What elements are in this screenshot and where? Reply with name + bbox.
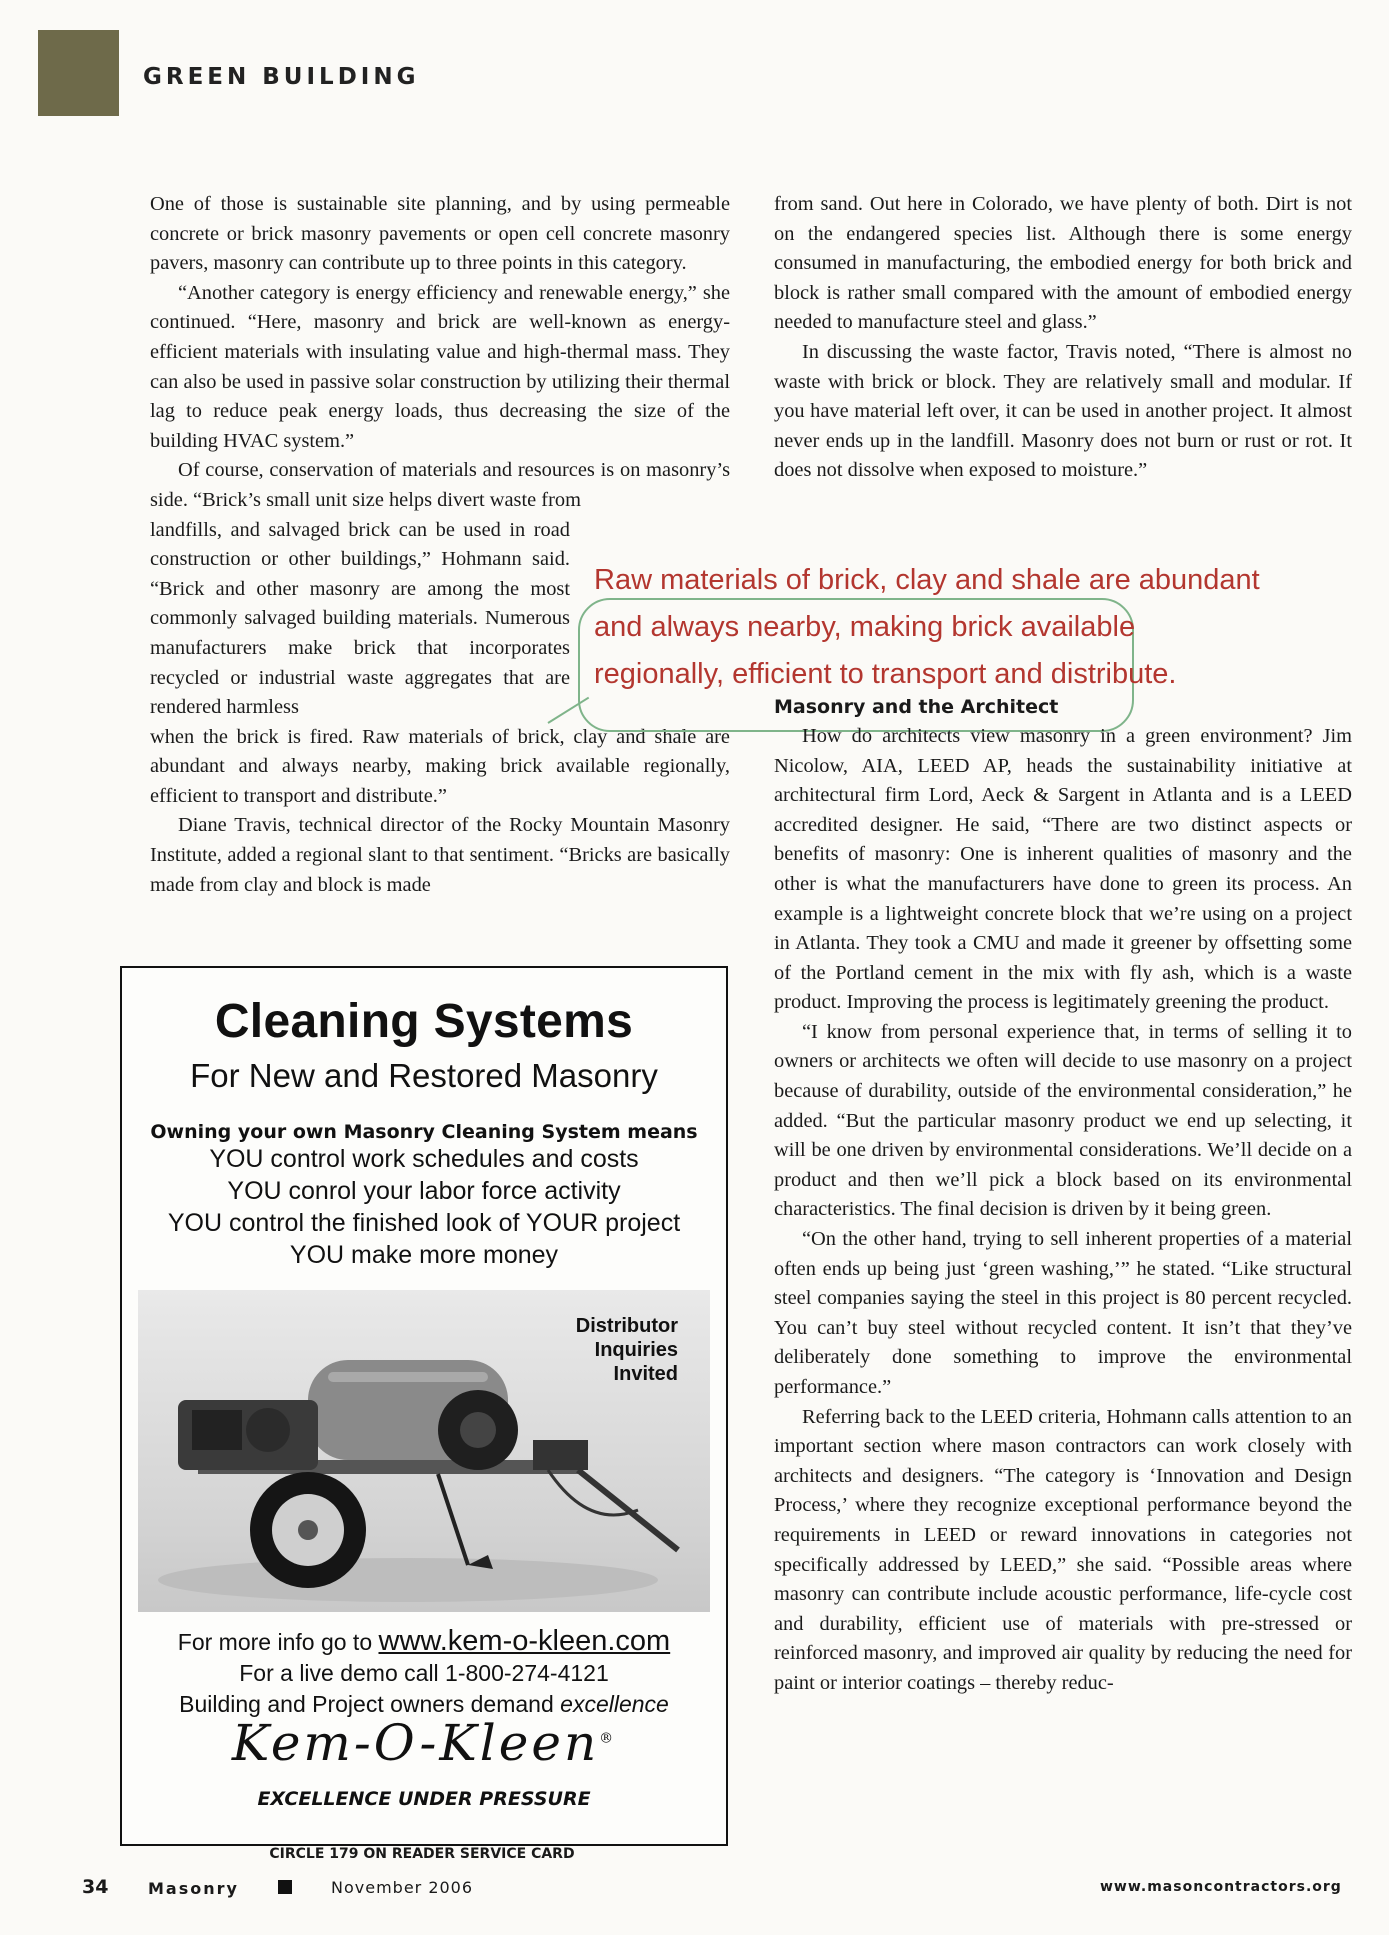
ad-owning: Owning your own Masonry Cleaning System means [150, 1121, 698, 1143]
page-number: 34 [82, 1876, 109, 1898]
section-title: GREEN BUILDING [143, 64, 420, 90]
ad-benefit-line: YOU make more money [289, 1241, 559, 1269]
paragraph: “On the other hand, trying to sell inherent properties of a material often ends up being just ‘green washing,’” he stated. “Like structural steel companies saying the steel in this project is 80 percent recycled. You can’t buy steel without recycled content. It isn’t that they’ve deliberately done something to improve the environmental performance.” [774, 1228, 1352, 1398]
ad-benefit-line: YOU conrol your labor force activity [227, 1177, 621, 1205]
ad-product-photo [138, 1290, 710, 1612]
ad-distributor-line: Inquiries [594, 1339, 678, 1361]
paragraph: from sand. Out here in Colorado, we have plenty of both. Dirt is not on the endangered species list. Although there is some energy consumed in manufacturing, the embodied energy for both brick and block is rather small compared with the amount of embodied energy needed to manufacture steel and glass.” [774, 193, 1352, 334]
article-left-column [150, 190, 730, 900]
logo-text: Kem-O-Kleen [231, 1714, 600, 1772]
ad-benefit-line: YOU control work schedules and costs [209, 1145, 639, 1173]
paragraph-wrapped: landfills, and salvaged brick can be used in road construction or other buildings,” Hohmann said. “Brick and other masonry are among the most commonly salvaged building materials. Numerous manufacturers make brick that incorporates recycled or industrial waste aggregates that are rendered harmless [150, 518, 570, 719]
ad-title: Cleaning Systems [214, 995, 634, 1048]
kem-o-kleen-logo [122, 1714, 726, 1772]
paragraph: “Another category is energy efficiency and renewable energy,” she continued. “Here, masonry and brick are well-known as energy-efficient materials with insulating value and high-thermal mass. They can also be used in passive solar construction by utilizing their thermal lag to reduce peak energy loads, thus decreasing the size of the building HVAC system.” [150, 281, 730, 452]
pull-quote-line: regionally, efficient to transport and distribute. [594, 658, 1177, 690]
article-right-column [774, 190, 1352, 1699]
ad-benefit-line: YOU control the finished look of YOUR project [167, 1209, 681, 1237]
footer-website-link[interactable]: www.masoncontractors.org [1100, 1879, 1342, 1895]
issue-date: November 2006 [331, 1878, 474, 1897]
ad-distributor-note [576, 1314, 678, 1386]
pull-quote-line: and always nearby, making brick available [594, 611, 1136, 643]
subhead: Masonry and the Architect [774, 695, 1059, 718]
ad-info-prefix: For more info go to [177, 1629, 373, 1655]
pull-quote-line: Raw materials of brick, clay and shale are abundant [594, 564, 1260, 596]
ad-distributor-line: Invited [613, 1363, 678, 1385]
paragraph: How do architects view masonry in a green environment? Jim Nicolow, AIA, LEED AP, heads the sustainability initiative at architectural firm Lord, Aeck & Sargent in Atlanta and is a LEED accredited designer. He said, “There are two distinct aspects or benefits of masonry: One is inherent qualities of masonry and the other is what the manufacturers have done to green its process. An example is a lightweight concrete block that we’re using on a project in Atlanta. They took a CMU and made it greener by offsetting some of the Portland cement in the mix with fly ash, which is a waste product. Improving the process is legitimately greening the product. [774, 724, 1352, 1014]
advertisement [120, 966, 728, 1846]
footer-separator-square [278, 1880, 292, 1894]
ad-distributor-line: Distributor [575, 1315, 678, 1337]
ad-tagline: EXCELLENCE UNDER PRESSURE [257, 1788, 591, 1810]
paragraph: Diane Travis, technical director of the Rocky Mountain Masonry Institute, added a regional slant to that sentiment. “Bricks are basically made from clay and block is made [150, 814, 730, 896]
ad-website-link[interactable]: www.kem-o-kleen.com [378, 1625, 671, 1657]
ad-subtitle: For New and Restored Masonry [190, 1057, 658, 1094]
registered-mark: ® [599, 1730, 617, 1747]
paragraph: Referring back to the LEED criteria, Hohmann calls attention to an important section where mason contractors can work closely with architects and designers. “The category is ‘Innovation and Design Process,’ where they recognize exceptional performance beyond the requirements in LEED or reward innovations in categories not specifically addressed by LEED,” she said. “Possible areas where masonry can contribute include acoustic performance, life-cycle cost and durability, efficient use of materials with pre-stressed or reinforced masonry, and improved air quality by reducing the need for paint or interior coatings – thereby reduc- [774, 1405, 1352, 1694]
ad-contact [122, 1626, 726, 1720]
ad-info-line [122, 1626, 726, 1658]
ad-demo-line: For a live demo call 1-800-274-4121 [239, 1660, 609, 1686]
paragraph: In discussing the waste factor, Travis noted, “There is almost no waste with brick or block. They are relatively small and modular. If you have material left over, it can be used in another project. It almost never ends up in the landfill. Masonry does not burn or rust or rot. It does not dissolve when exposed to moisture.” [774, 340, 1352, 482]
section-marker [38, 30, 119, 116]
paragraph: Of course, conservation of materials and resources is on masonry’s side. “Brick’s small unit size helps divert waste from [150, 459, 730, 511]
paragraph: when the brick is fired. Raw materials of brick, clay and shale are abundant and always nearby, making brick available regionally, efficient to transport and distribute.” [150, 725, 730, 807]
pull-quote-spacer [774, 486, 1352, 692]
paragraph: One of those is sustainable site planning, and by using permeable concrete or brick masonry pavements or open cell concrete masonry pavers, masonry can contribute up to three points in this category. [150, 193, 730, 275]
ad-owners-emphasis: excellence [560, 1691, 669, 1717]
ad-owners-prefix: Building and Project owners demand [179, 1691, 554, 1717]
magazine-name: Masonry [148, 1879, 239, 1898]
paragraph: “I know from personal experience that, in terms of selling it to owners or architects we often will decide to use masonry on a project because of durability, outside of the environmental consideration,” he added. “But the particular masonry product we end up selecting, it will be one driven by environmental considerations. We’ll decide on a product and then we’ll pick a block based on its environmental characteristics. The final decision is driven by it being green. [774, 1020, 1352, 1221]
reader-service-card-note: CIRCLE 179 ON READER SERVICE CARD [269, 1846, 575, 1862]
